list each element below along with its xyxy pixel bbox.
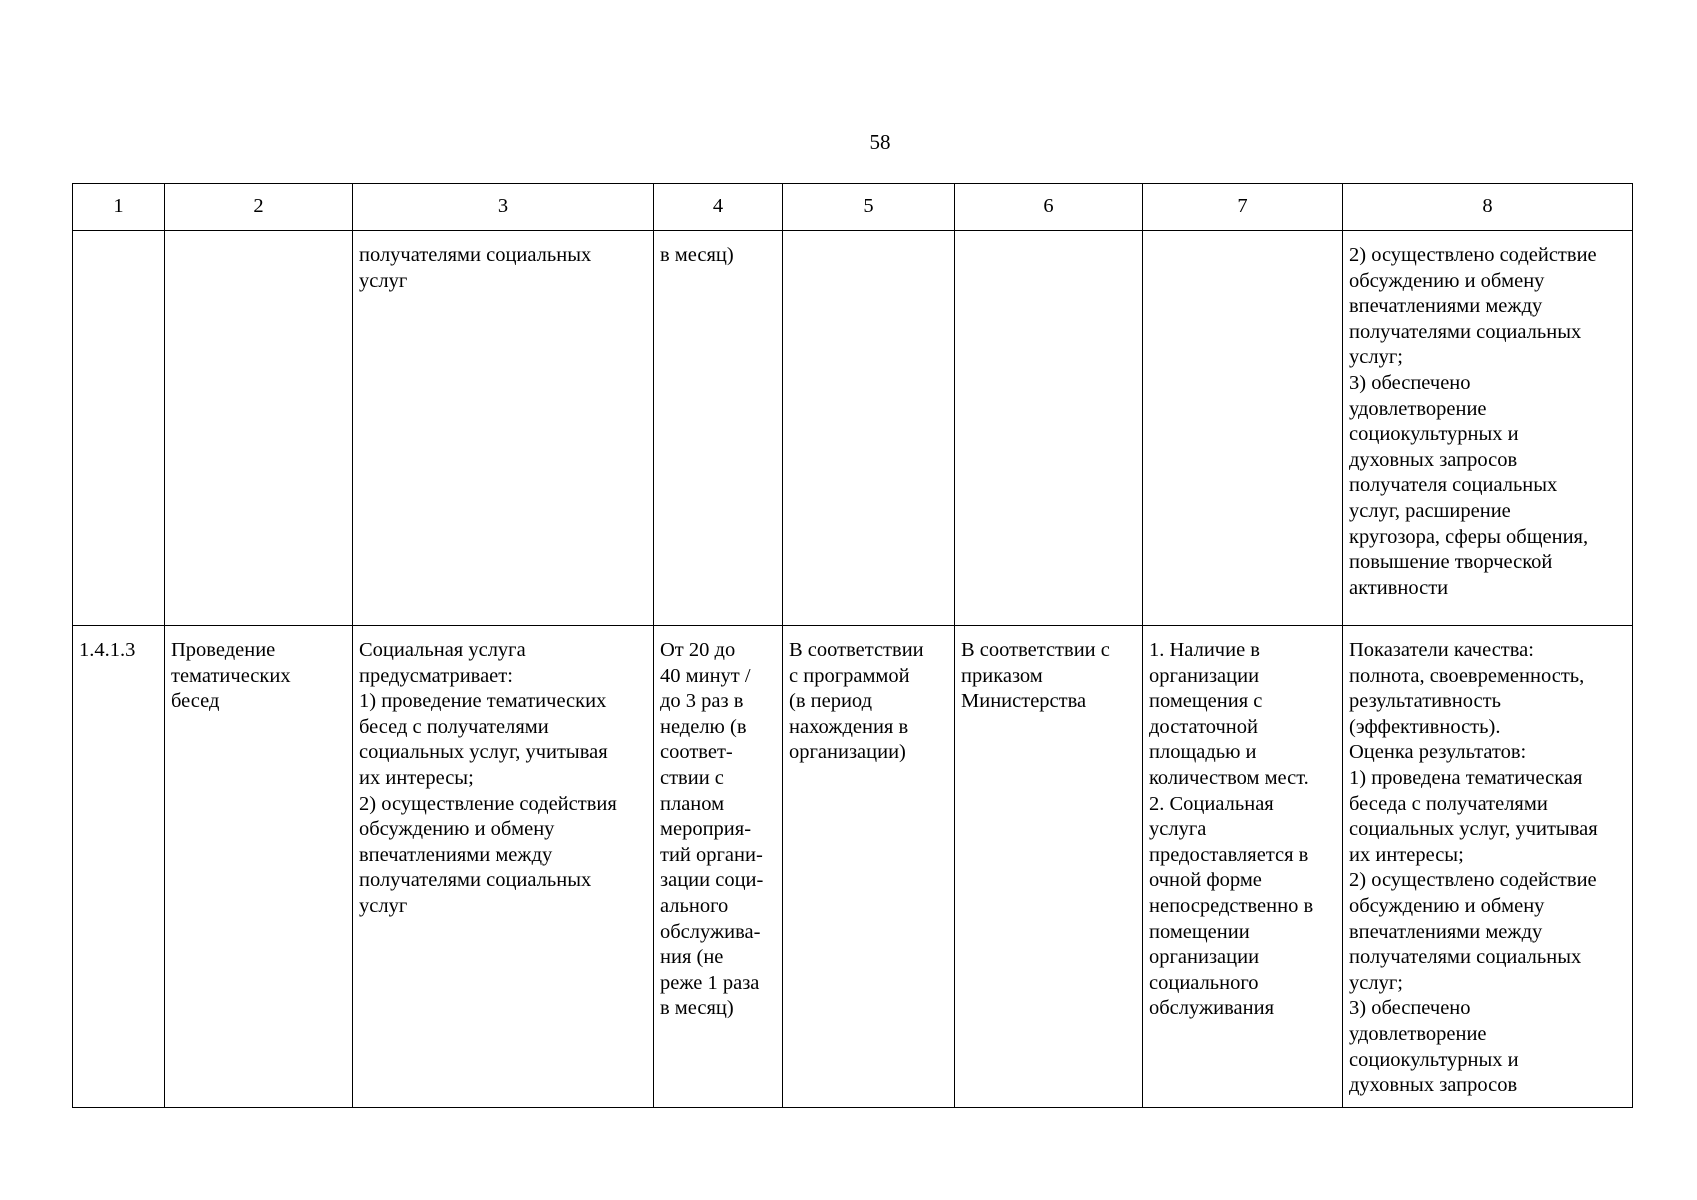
column-header-6: 6 [955, 184, 1143, 231]
table-row [73, 626, 1633, 1108]
cell-service-name [165, 231, 353, 626]
table-header-row [73, 184, 1633, 231]
page-number: 58 [869, 130, 891, 154]
cell-service-description: получателями социальных услуг [353, 231, 654, 626]
cell-quality-indicators: 2) осуществлено содействие обсуждению и обмену впечатлениями между получателями социальных услуг; 3) обеспечено удовлетворение социокультурных и духовных запросов получателя социальных услуг, расширение кругозора, сферы общения, повышение творческой активности [1343, 231, 1633, 626]
cell-duration: От 20 до 40 минут / до 3 раз в неделю (в соответ- ствии с планом мероприя- тий органи- зации соци- ального обслужива- ния (не реже 1 раза в месяц) [654, 626, 783, 1108]
services-table [72, 183, 1633, 1108]
cell-tariff: В соответствии с приказом Министерства [955, 626, 1143, 1108]
table-row [73, 231, 1633, 626]
column-header-1: 1 [73, 184, 165, 231]
cell-service-name: Проведение тематических бесед [165, 626, 353, 1108]
cell-conditions: 1. Наличие в организации помещения с достаточной площадью и количеством мест. 2. Социальная услуга предоставляется в очной форме непосредственно в помещении организации социального обслуживания [1143, 626, 1343, 1108]
column-header-8: 8 [1343, 184, 1633, 231]
cell-period: В соответствии с программой (в период нахождения в организации) [783, 626, 955, 1108]
column-header-4: 4 [654, 184, 783, 231]
column-header-3: 3 [353, 184, 654, 231]
column-header-5: 5 [783, 184, 955, 231]
cell-service-description: Социальная услуга предусматривает: 1) проведение тематических бесед с получателями социальных услуг, учитывая их интересы; 2) осуществление содействия обсуждению и обмену впечатлениями между получателями социальных услуг [353, 626, 654, 1108]
column-header-2: 2 [165, 184, 353, 231]
cell-conditions [1143, 231, 1343, 626]
cell-period [783, 231, 955, 626]
cell-number: 1.4.1.3 [73, 626, 165, 1108]
cell-number [73, 231, 165, 626]
cell-tariff [955, 231, 1143, 626]
column-header-7: 7 [1143, 184, 1343, 231]
cell-quality-indicators: Показатели качества: полнота, своевременность, результативность (эффективность). Оценка результатов: 1) проведена тематическая беседа с получателями социальных услуг, учитывая их интересы; 2) осуществлено содействие обсуждению и обмену впечатлениями между получателями социальных услуг; 3) обеспечено удовлетворение социокультурных и духовных запросов [1343, 626, 1633, 1108]
cell-duration: в месяц) [654, 231, 783, 626]
